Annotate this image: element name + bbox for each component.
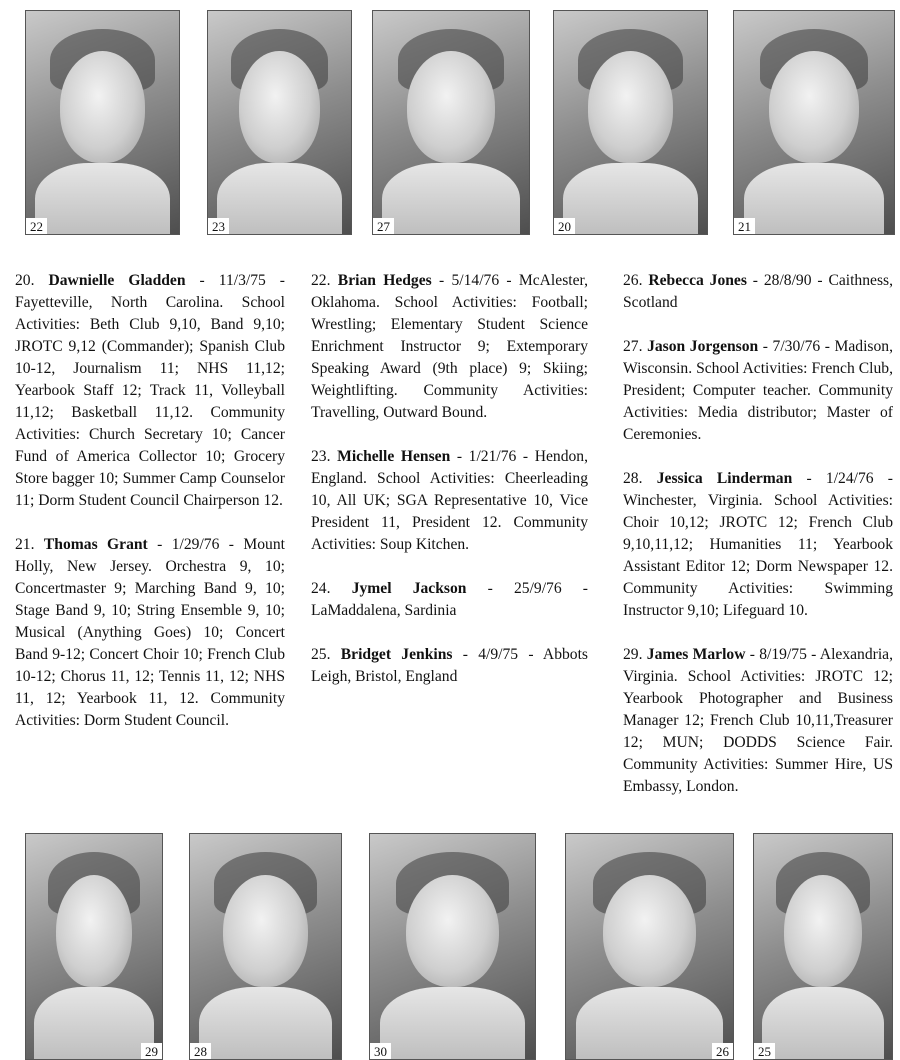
entry-name: Dawnielle Gladden bbox=[48, 272, 186, 289]
senior-entry-24 bbox=[311, 578, 588, 622]
photo-body bbox=[199, 987, 332, 1060]
senior-entry-27 bbox=[623, 336, 893, 446]
photo-face bbox=[406, 875, 498, 988]
baby-photo-28 bbox=[189, 833, 342, 1060]
photo-body bbox=[576, 987, 723, 1060]
entry-name: Jymel Jackson bbox=[351, 580, 467, 597]
entry-details: - 1/21/76 - Hendon, England. School Activities: Cheerleading 10, All UK; SGA Representative 10, Vice President 11, President 12. Community Activities: Soup Kitchen. bbox=[311, 448, 588, 553]
baby-photo-30 bbox=[369, 833, 536, 1060]
entry-name: Michelle Hensen bbox=[337, 448, 451, 465]
text-column-2 bbox=[311, 270, 588, 710]
entry-number: 25. bbox=[311, 646, 331, 663]
entry-name: Brian Hedges bbox=[337, 272, 432, 289]
entry-number: 26. bbox=[623, 272, 643, 289]
photo-number: 29 bbox=[141, 1043, 162, 1059]
photo-number: 27 bbox=[373, 218, 394, 234]
photo-number: 25 bbox=[754, 1043, 775, 1059]
photo-body bbox=[563, 163, 698, 235]
entry-details: - 11/3/75 - Fayetteville, North Carolina. School Activities: Beth Club 9,10, Band 9,10; JROTC 9,12 (Commander); Spanish Club 10-12, Journalism 11; NHS 11,12; Yearbook Staff 12; Track 11, Volleyball 11,12; Basketball 11,12. Community Activities: Church Secretary 10; Cancer Fund of America Collector 10; Grocery Store bagger 10; Summer Camp Counselor 11; Dorm Student Council Chairperson 12. bbox=[15, 272, 285, 509]
entry-number: 29. bbox=[623, 646, 643, 663]
photo-number: 20 bbox=[554, 218, 575, 234]
photo-body bbox=[34, 987, 154, 1060]
entry-details: - 8/19/75 - Alexandria, Virginia. School Activities: JROTC 12; Yearbook Photographer and Business Manager 12; French Club 10,11,Treasurer 12; MUN; DODDS Science Fair. Community Activities: Summer Hire, US Embassy, London. bbox=[623, 646, 893, 795]
baby-photo-25 bbox=[753, 833, 893, 1060]
entry-details: - 1/24/76 - Winchester, Virginia. School Activities: Choir 10,12; JROTC 12; French Club 9,10,11,12; Humanities 11; Yearbook Assistant Editor 12; Dorm Newspaper 12. Community Activities: Swimming Instructor 9,10; Lifeguard 10. bbox=[623, 470, 893, 619]
senior-entry-26 bbox=[623, 270, 893, 314]
photo-body bbox=[762, 987, 883, 1060]
senior-entry-20 bbox=[15, 270, 285, 512]
entry-number: 23. bbox=[311, 448, 331, 465]
photo-face bbox=[223, 875, 308, 988]
photo-face bbox=[769, 51, 859, 163]
photo-face bbox=[60, 51, 146, 163]
baby-photo-20 bbox=[553, 10, 708, 235]
photo-body bbox=[35, 163, 170, 235]
entry-name: James Marlow bbox=[646, 646, 746, 663]
entry-name: Bridget Jenkins bbox=[340, 646, 453, 663]
baby-photo-23 bbox=[207, 10, 352, 235]
senior-entry-21 bbox=[15, 534, 285, 732]
photo-number: 30 bbox=[370, 1043, 391, 1059]
entry-details: - 25/9/76 - LaMaddalena, Sardinia bbox=[311, 580, 589, 619]
entry-number: 24. bbox=[311, 580, 331, 597]
senior-entry-22 bbox=[311, 270, 588, 424]
entry-number: 28. bbox=[623, 470, 643, 487]
photo-number: 28 bbox=[190, 1043, 211, 1059]
entry-details: - 7/30/76 - Madison, Wisconsin. School Activities: French Club, President; Computer teacher. Community Activities: Media distributor; Master of Ceremonies. bbox=[623, 338, 893, 443]
photo-number: 23 bbox=[208, 218, 229, 234]
photo-face bbox=[239, 51, 319, 163]
senior-entry-29 bbox=[623, 644, 893, 798]
photo-number: 21 bbox=[734, 218, 755, 234]
baby-photo-22 bbox=[25, 10, 180, 235]
baby-photo-26 bbox=[565, 833, 734, 1060]
senior-entry-25 bbox=[311, 644, 588, 688]
entry-details: - 5/14/76 - McAlester, Oklahoma. School Activities: Football; Wrestling; Elementary Student Science Enrichment Instructor 9; Extemporary Speaking Award (9th place) 9; Skiing; Weightlifting. Community Activities: Travelling, Outward Bound. bbox=[311, 272, 588, 421]
entry-name: Jessica Linderman bbox=[656, 470, 793, 487]
photo-face bbox=[588, 51, 674, 163]
photo-face bbox=[603, 875, 697, 988]
text-column-1 bbox=[15, 270, 285, 754]
entry-number: 20. bbox=[15, 272, 35, 289]
entry-name: Thomas Grant bbox=[43, 536, 148, 553]
photo-face bbox=[407, 51, 494, 163]
photo-body bbox=[217, 163, 343, 235]
photo-number: 22 bbox=[26, 218, 47, 234]
senior-entry-23 bbox=[311, 446, 588, 556]
entry-details: - 28/8/90 - Caithness, Scotland bbox=[623, 272, 893, 311]
entry-number: 22. bbox=[311, 272, 331, 289]
baby-photo-21 bbox=[733, 10, 895, 235]
entry-number: 21. bbox=[15, 536, 35, 553]
photo-number: 26 bbox=[712, 1043, 733, 1059]
entry-details: - 1/29/76 - Mount Holly, New Jersey. Orchestra 9, 10; Concertmaster 9; Marching Band 9, 10; Stage Band 9, 10; String Ensemble 9, 10; Musical (Anything Goes) 10; Concert Band 9-12; Concert Choir 10; French Club 10-12; Chorus 11, 12; Tennis 11, 12; NHS 11, 12; Yearbook 11, 12. Community Activities: Dorm Student Council. bbox=[15, 536, 285, 729]
entry-number: 27. bbox=[623, 338, 643, 355]
photo-body bbox=[380, 987, 525, 1060]
photo-body bbox=[744, 163, 885, 235]
baby-photo-27 bbox=[372, 10, 530, 235]
photo-face bbox=[56, 875, 132, 988]
entry-name: Rebecca Jones bbox=[648, 272, 747, 289]
baby-photo-29 bbox=[25, 833, 163, 1060]
entry-details: - 4/9/75 - Abbots Leigh, Bristol, England bbox=[311, 646, 588, 685]
text-column-3 bbox=[623, 270, 893, 820]
photo-face bbox=[784, 875, 861, 988]
senior-entry-28 bbox=[623, 468, 893, 622]
photo-body bbox=[382, 163, 519, 235]
entry-name: Jason Jorgenson bbox=[647, 338, 759, 355]
